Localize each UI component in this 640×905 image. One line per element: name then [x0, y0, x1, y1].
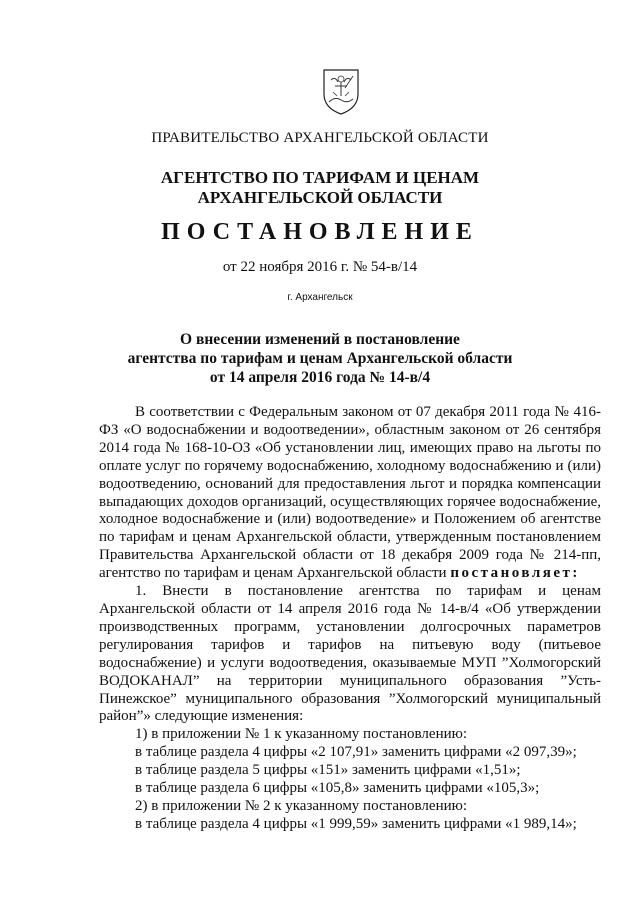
- agency-name: [0, 168, 640, 208]
- document-body: [99, 404, 601, 834]
- government-name: ПРАВИТЕЛЬСТВО АРХАНГЕЛЬСКОЙ ОБЛАСТИ: [151, 130, 489, 146]
- document-city: г. Архангельск: [287, 292, 353, 303]
- document-type-title: ПОСТАНОВЛЕНИЕ: [161, 219, 479, 245]
- list-item: 1) в приложении № 1 к указанному постановлению:: [135, 726, 467, 743]
- preamble-text: В соответствии с Федеральным законом от 07 декабря 2011 года № 416-ФЗ «О водоснабжении и водоотведении», областным законом от 26 сентября 2014 года № 168-10-ОЗ «Об установлении лиц, имеющих право на льготы по оплате услуг по горячему водоснабжению, холодному водоснабжению и (или) водоотведению, оснований для предоставления льгот и порядка компенсации выпадающих доходов организаций, осуществляющих горячее водоснабжение, холодное водоснабжение и (или) водоотведение» и Положением об агентстве по тарифам и ценам Архангельской области, утвержденным постановлением Правительства Архангельской области от 18 декабря 2009 года № 214-пп, агентство по тарифам и ценам Архангельской области: [99, 404, 601, 582]
- document-subject: [0, 330, 640, 387]
- subject-line-3: от 14 апреля 2016 года № 14-в/4: [209, 369, 431, 386]
- subject-line-2: агентства по тарифам и ценам Архангельской области: [127, 350, 513, 367]
- agency-name-line-1: АГЕНТСТВО ПО ТАРИФАМ И ЦЕНАМ: [160, 168, 480, 187]
- point-1-paragraph: 1. Внести в постановление агентства по тарифам и ценам Архангельской области от 14 апреля 2016 года № 14-в/4 «Об утверждении производственных программ, установлении долгосрочных параметров регулирования тарифов и тарифов на питьевую воду (питьевое водоснабжение) и услуги водоотведения, оказываемые МУП ”Холмогорский ВОДОКАНАЛ” на территории муниципального образования ”Усть-Пинежское” муниципального образования ”Холмогорский муниципальный район”» следующие изменения:: [99, 583, 601, 725]
- list-item: 2) в приложении № 2 к указанному постановлению:: [135, 797, 467, 814]
- list-item: в таблице раздела 4 цифры «1 999,59» заменить цифрами «1 989,14»;: [135, 815, 577, 832]
- list-item: в таблице раздела 5 цифры «151» заменить цифрами «1,51»;: [135, 762, 521, 779]
- agency-name-line-2: АРХАНГЕЛЬСКОЙ ОБЛАСТИ: [197, 188, 443, 207]
- document-date-number: от 22 ноября 2016 г. № 54-в/14: [222, 259, 418, 275]
- list-item: в таблице раздела 4 цифры «2 107,91» заменить цифрами «2 097,39»;: [135, 744, 577, 761]
- coat-of-arms-icon: [321, 66, 361, 116]
- list-item: в таблице раздела 6 цифры «105,8» заменить цифрами «105,3»;: [135, 780, 540, 797]
- subject-line-1: О внесении изменений в постановление: [180, 331, 460, 348]
- preamble-paragraph: [99, 404, 601, 583]
- decree-word: постановляет:: [450, 565, 580, 582]
